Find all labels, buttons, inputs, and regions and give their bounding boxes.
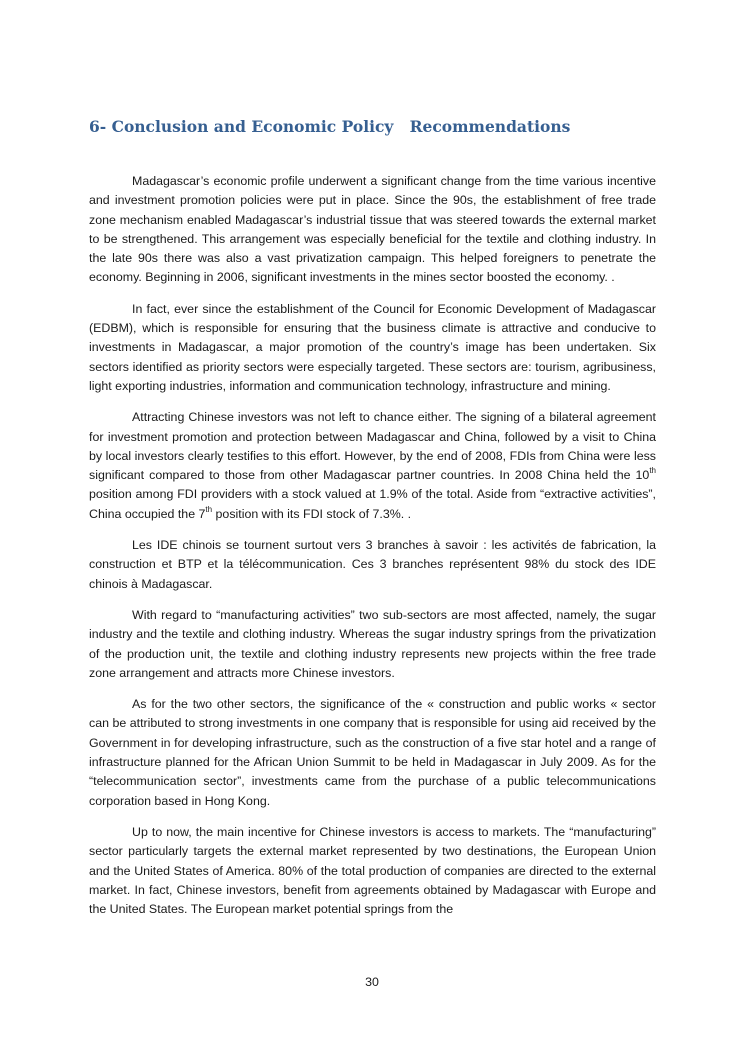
- section-heading: 6- Conclusion and Economic Policy Recommendations: [89, 117, 571, 136]
- page-number: 30: [365, 975, 379, 989]
- paragraph-text: position with its FDI stock of 7.3%. .: [212, 506, 412, 521]
- paragraph-chinese-investors: [89, 408, 656, 524]
- paragraph-edbm: In fact, ever since the establishment of the Council for Economic Development of Madagascar (EDBM), which is responsible for ensuring that the business climate is attractive and conducive to investments in Madagascar, a major promotion of the country’s image has been undertaken. Six sectors identified as priority sectors were especially targeted. These sectors are: tourism, agribusiness, light exporting industries, information and communication technology, infrastructure and mining.: [89, 301, 656, 393]
- paragraph-other-sectors: As for the two other sectors, the significance of the « construction and public works « sector can be attributed to strong investments in one company that is responsible for using aid received by the Government in for developing infrastructure, such as the construction of a five star hotel and a range of infrastructure planned for the African Union Summit to be held in Madagascar in July 2009. As for the “telecommunication sector”, investments came from the purchase of a public telecommunications corporation based in Hong Kong.: [89, 697, 656, 808]
- superscript: th: [205, 504, 213, 514]
- body-text: [89, 172, 656, 931]
- paragraph-economic-profile: Madagascar’s economic profile underwent a significant change from the time various incentive and investment promotion policies were put in place. Since the 90s, the establishment of free trade zone mechanism enabled Madagascar’s industrial tissue that was steered towards the external market to be strengthened. This arrangement was especially beneficial for the textile and clothing industry. In the late 90s there was also a vast privatization campaign. This helped foreigners to penetrate the economy. Beginning in 2006, significant investments in the mines sector boosted the economy. .: [89, 174, 656, 285]
- paragraph-ide-chinois: Les IDE chinois se tournent surtout vers 3 branches à savoir : les activités de fabrication, la construction et BTP et la télécommunication. Ces 3 branches représentent 98% du stock des IDE chinois à Madagascar.: [89, 538, 656, 591]
- paragraph-text: position among FDI providers with a stock valued at 1.9% of the total. Aside from “extractive activities”, China occupied the 7: [89, 487, 656, 521]
- superscript: th: [649, 466, 656, 476]
- paragraph-manufacturing: With regard to “manufacturing activities” two sub-sectors are most affected, namely, the sugar industry and the textile and clothing industry. Whereas the sugar industry springs from the privatization of the production unit, the textile and clothing industry represents new projects within the free trade zone arrangement and attracts more Chinese investors.: [89, 607, 656, 680]
- paragraph-market-access: Up to now, the main incentive for Chinese investors is access to markets. The “manufacturing” sector particularly targets the external market represented by two destinations, the European Union and the United States of America. 80% of the total production of companies are directed to the external market. In fact, Chinese investors, benefit from agreements obtained by Madagascar with Europe and the United States. The European market potential springs from the: [89, 824, 656, 917]
- paragraph-text: Attracting Chinese investors was not left to chance either. The signing of a bilateral agreement for investment promotion and protection between Madagascar and China, followed by a visit to China by local investors clearly testifies to this effort. However, by the end of 2008, FDIs from China were less significant compared to those from other Madagascar partner countries. In 2008 China held the 10: [89, 410, 656, 483]
